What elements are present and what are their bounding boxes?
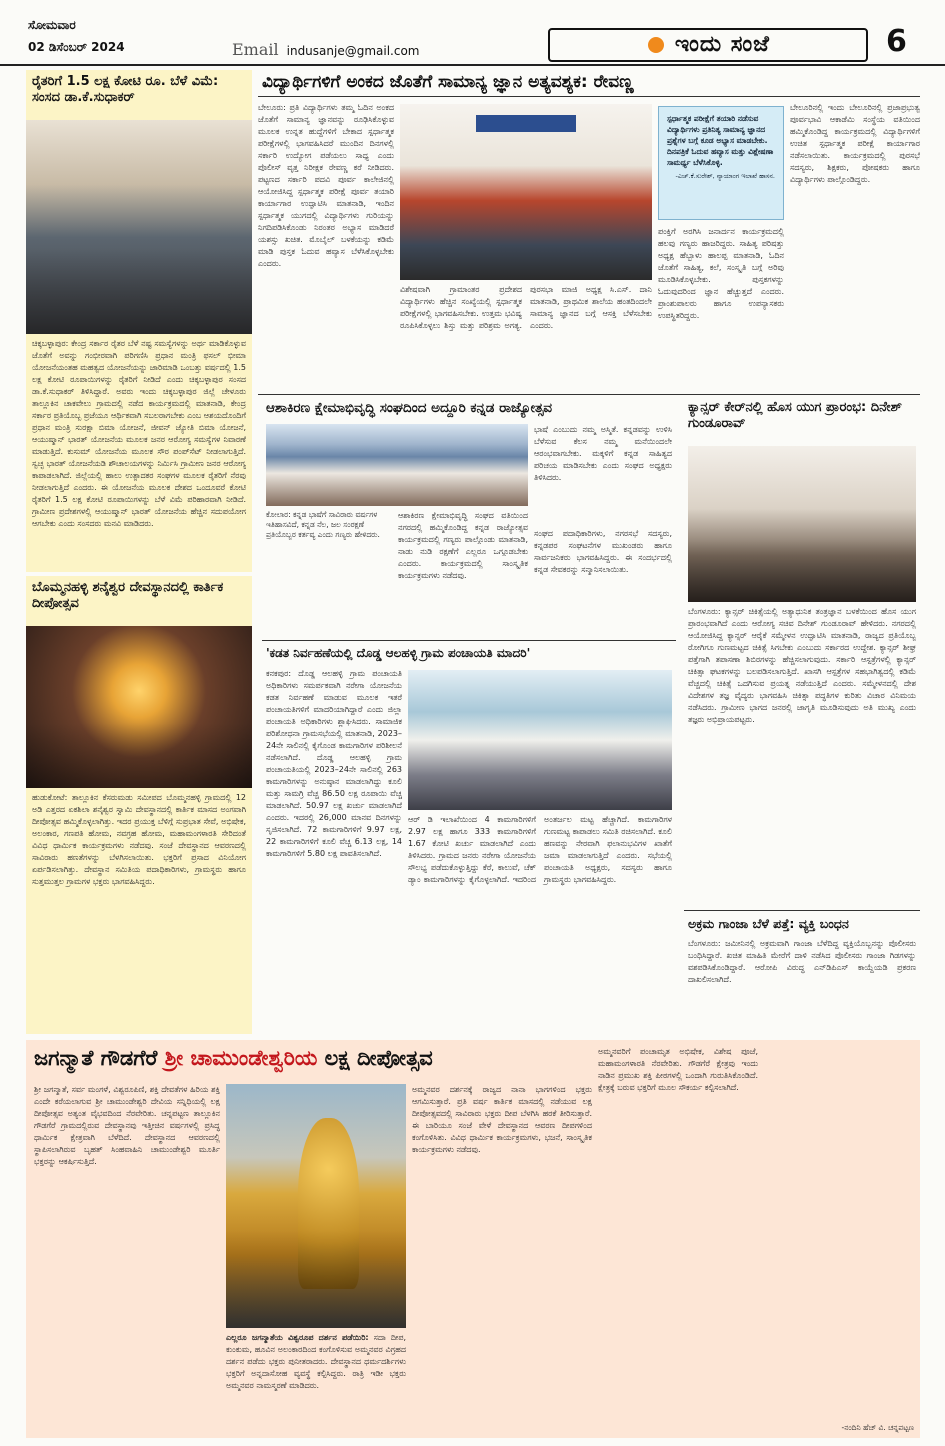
photo-panchayat bbox=[408, 670, 672, 810]
headline-suffix: ಲಕ್ಷ ದೀಪೋತ್ಸವ bbox=[324, 1046, 433, 1070]
headline-ashakirana: ಆಶಾಕಿರಣ ಕ್ಷೇಮಾಭಿವೃದ್ಧಿ ಸಂಘದಿಂದ ಅದ್ದೂರಿ ಕನ್ನಡ ರಾಜ್ಯೋತ್ಸವ bbox=[266, 400, 553, 416]
headline-prefix: ಜಗನ್ಮಾತೆ ಗೌಡಗೆರೆ bbox=[34, 1046, 158, 1070]
email-label: Email bbox=[232, 40, 279, 59]
subhead: ಎಲ್ಲರೂ ಜಗನ್ಮಾತೆಯ ವಿಶ್ವರೂಪ ದರ್ಶನ ಪಡೆಯಿರಿ: bbox=[226, 1333, 369, 1342]
masthead bbox=[0, 0, 945, 66]
body-cancer: ಬೆಂಗಳೂರು: ಕ್ಯಾನ್ಸರ್ ಚಿಕಿತ್ಸೆಯಲ್ಲಿ ಅತ್ಯಾಧುನಿಕ ತಂತ್ರಜ್ಞಾನ ಬಳಕೆಯಿಂದ ಹೊಸ ಯುಗ ಪ್ರಾರಂಭವಾಗಿದೆ ಎಂದು ಆರೋಗ್ಯ ಸಚಿವ ದಿನೇಶ್ ಗುಂಡೂರಾವ್ ಹೇಳಿದರು. ನಗರದಲ್ಲಿ ಆಯೋಜಿಸಿದ್ದ ಕ್ಯಾನ್ಸರ್ ಆರೈಕೆ ಸಮ್ಮೇಳನ ಉದ್ಘಾಟಿಸಿ ಮಾತನಾಡಿ, ರಾಜ್ಯದ ಪ್ರತಿಯೊಬ್ಬ ರೋಗಿಗೂ ಗುಣಮಟ್ಟದ ಚಿಕಿತ್ಸೆ ಸಿಗಬೇಕು ಎಂಬುದು ಸರ್ಕಾರದ ಉದ್ದೇಶ. ಕ್ಯಾನ್ಸರ್ ಶೀಘ್ರ ಪತ್ತೆಗಾಗಿ ತಪಾಸಣಾ ಶಿಬಿರಗಳನ್ನು ಹೆಚ್ಚಿಸಲಾಗುವುದು. ಸರ್ಕಾರಿ ಆಸ್ಪತ್ರೆಗಳಲ್ಲಿ ಕ್ಯಾನ್ಸರ್ ಚಿಕಿತ್ಸಾ ಘಟಕಗಳನ್ನು ಬಲಪಡಿಸಲಾಗುತ್ತಿದೆ. ಖಾಸಗಿ ಆಸ್ಪತ್ರೆಗಳ ಸಹಭಾಗಿತ್ವದಲ್ಲಿ ಕಡಿಮೆ ವೆಚ್ಚದಲ್ಲಿ ಚಿಕಿತ್ಸೆ ಒದಗಿಸುವ ಪ್ರಯತ್ನ ನಡೆಯುತ್ತಿದೆ ಎಂದರು. ಸಮ್ಮೇಳನದಲ್ಲಿ ದೇಶ ವಿದೇಶಗಳ ತಜ್ಞ ವೈದ್ಯರು ಭಾಗವಹಿಸಿ ಚಿಕಿತ್ಸಾ ಪದ್ಧತಿಗಳ ಕುರಿತು ವಿಚಾರ ವಿನಿಮಯ ನಡೆಸಿದರು. ಗ್ರಾಮೀಣ ಭಾಗದ ಜನರಲ್ಲಿ ಜಾಗೃತಿ ಮೂಡಿಸುವುದು ಅತಿ ಮುಖ್ಯ ಎಂದು ತಜ್ಞರು ಅಭಿಪ್ರಾಯಪಟ್ಟರು. bbox=[688, 607, 916, 724]
pull-quote bbox=[658, 106, 784, 220]
quote-signature: -ಎಚ್.ಕೆ.ಸುರೇಶ್, ನ್ಯಾಯಾಂಗ ಇಲಾಖೆ ಹಾಸನ. bbox=[675, 172, 775, 180]
photo-shade bbox=[26, 248, 252, 334]
article-temple bbox=[26, 576, 252, 1034]
page-number: 6 bbox=[886, 24, 907, 59]
body-students-left: ಬೇಲೂರು: ಪ್ರತಿ ವಿದ್ಯಾರ್ಥಿಗಳು ತಮ್ಮ ಓದಿನ ಅಂಕದ ಜೊತೆಗೆ ಸಾಮಾನ್ಯ ಜ್ಞಾನವನ್ನು ರೂಢಿಸಿಕೊಳ್ಳುವ ಮೂಲಕ ಉನ್ನತ ಹುದ್ದೆಗಳಿಗೆ ಬೇಕಾದ ಸ್ಪರ್ಧಾತ್ಮಕ ಪರೀಕ್ಷೆಗಳಲ್ಲಿ ಭಾಗವಹಿಸಿದರೆ ಮುಂದಿನ ದಿನಗಳಲ್ಲಿ ಸರ್ಕಾರಿ ಉದ್ಯೋಗ ಪಡೆಯಲು ಸಾಧ್ಯ ಎಂದು ಪೊಲೀಸ್ ವೃತ್ತ ನಿರೀಕ್ಷಕ ರೇವಣ್ಣ ಕರೆ ನೀಡಿದರು. ಪಟ್ಟಣದ ಸರ್ಕಾರಿ ಪದವಿ ಪೂರ್ವ ಕಾಲೇಜಿನಲ್ಲಿ ಆಯೋಜಿಸಿದ್ದ ಸ್ಪರ್ಧಾತ್ಮಕ ಪರೀಕ್ಷೆ ಪೂರ್ವ ತಯಾರಿ ಕಾರ್ಯಾಗಾರ ಉದ್ಘಾಟಿಸಿ ಮಾತನಾಡಿ, ಇಂದಿನ ಸ್ಪರ್ಧಾತ್ಮಕ ಯುಗದಲ್ಲಿ ವಿದ್ಯಾರ್ಥಿಗಳು ಗುರಿಯನ್ನು ನಿಗದಿಪಡಿಸಿಕೊಂಡು ನಿರಂತರ ಅಭ್ಯಾಸ ಮಾಡಿದರೆ ಯಶಸ್ಸು ಖಚಿತ. ಮೊಬೈಲ್ ಬಳಕೆಯನ್ನು ಕಡಿಮೆ ಮಾಡಿ ಪುಸ್ತಕ ಓದುವ ಹವ್ಯಾಸ ಬೆಳೆಸಿಕೊಳ್ಳಬೇಕು ಎಂದರು. bbox=[258, 103, 394, 268]
caption-ashakirana: ಕೋಲಾರ: ಕನ್ನಡ ಭಾಷೆಗೆ ಸಾವಿರಾರು ವರ್ಷಗಳ ಇತಿಹಾಸವಿದೆ, ಕನ್ನಡ ನೆಲ, ಜಲ ಸಂರಕ್ಷಣೆ ಪ್ರತಿಯೊಬ್ಬರ ಕರ್ತವ್ಯ ಎಂದು ಗಣ್ಯರು ಹೇಳಿದರು. bbox=[266, 510, 380, 539]
article-panchayat bbox=[262, 644, 676, 1034]
body-chamundeshwari-e bbox=[764, 1046, 914, 1434]
body-chamundeshwari-d: ಅಮ್ಮನವರಿಗೆ ಪಂಚಾಮೃತ ಅಭಿಷೇಕ, ವಿಶೇಷ ಪೂಜೆ, ಮಹಾಮಂಗಳಾರತಿ ನೆರವೇರಿತು. ಗೌಡಗೆರೆ ಕ್ಷೇತ್ರವು ಇಂದು ನಾಡಿನ ಪ್ರಮುಖ ಶಕ್ತಿ ಪೀಠಗಳಲ್ಲಿ ಒಂದಾಗಿ ಗುರುತಿಸಿಕೊಂಡಿದೆ. ಕ್ಷೇತ್ರಕ್ಕೆ ಬರುವ ಭಕ್ತರಿಗೆ ಮೂಲ ಸೌಕರ್ಯ ಕಲ್ಪಿಸಲಾಗಿದೆ. bbox=[598, 1047, 758, 1092]
photo-shade bbox=[226, 1230, 406, 1328]
body-ganja: ಬೆಂಗಳೂರು: ಜಮೀನಿನಲ್ಲಿ ಅಕ್ರಮವಾಗಿ ಗಾಂಜಾ ಬೆಳೆದಿದ್ದ ವ್ಯಕ್ತಿಯೊಬ್ಬನನ್ನು ಪೊಲೀಸರು ಬಂಧಿಸಿದ್ದಾರೆ. ಖಚಿತ ಮಾಹಿತಿ ಮೇರೆಗೆ ದಾಳಿ ನಡೆಸಿದ ಪೊಲೀಸರು ಗಾಂಜಾ ಗಿಡಗಳನ್ನು ವಶಪಡಿಸಿಕೊಂಡಿದ್ದಾರೆ. ಆರೋಪಿ ವಿರುದ್ಧ ಎನ್‌ಡಿಪಿಎಸ್ ಕಾಯ್ದೆಯಡಿ ಪ್ರಕರಣ ದಾಖಲಿಸಲಾಗಿದೆ. bbox=[688, 939, 916, 984]
headline-panchayat: 'ಕಡತ ನಿರ್ವಹಣೆಯಲ್ಲಿ ದೊಡ್ಡ ಆಲಹಳ್ಳಿ ಗ್ರಾಮ ಪಂಚಾಯತಿ ಮಾದರಿ' bbox=[266, 646, 531, 660]
newspaper-logo bbox=[548, 28, 868, 62]
quote-text: ಸ್ಪರ್ಧಾತ್ಮಕ ಪರೀಕ್ಷೆಗೆ ತಯಾರಿ ನಡೆಸುವ ವಿದ್ಯಾರ್ಥಿಗಳು ಪ್ರತಿನಿತ್ಯ ಸಾಮಾನ್ಯ ಜ್ಞಾನದ ಪ್ರಶ್ನೆಗಳ ಬಗ್ಗೆ ಕೂಡ ಅಭ್ಯಾಸ ಮಾಡಬೇಕು. ದಿನಪತ್ರಿಕೆ ಓದುವ ಹವ್ಯಾಸ ಮತ್ತು ವಿಶ್ಲೇಷಣಾ ಸಾಮರ್ಥ್ಯ ಬೆಳೆಸಿಕೊಳ್ಳಿ. bbox=[667, 114, 774, 167]
photo-shade bbox=[688, 540, 916, 602]
headline-farmers: ರೈತರಿಗೆ 1.5 ಲಕ್ಷ ಕೋಟಿ ರೂ. ಬೆಳೆ ವಿಮೆ: ಸಂಸದ ಡಾ.ಕೆ.ಸುಧಾಕರ್ bbox=[32, 74, 219, 105]
body-panchayat-a: ಕನಕಪುರ: ದೊಡ್ಡ ಆಲಹಳ್ಳಿ ಗ್ರಾಮ ಪಂಚಾಯತಿ ಅಧಿಕಾರಿಗಳು ಸಮರ್ಪಕವಾಗಿ ನರೇಗಾ ಯೋಜನೆಯ ಕಡತ ನಿರ್ವಹಣೆ ಮಾಡುವ ಮೂಲಕ ಇತರೆ ಪಂಚಾಯತಿಗಳಿಗೆ ಮಾದರಿಯಾಗಿದ್ದಾರೆ ಎಂದು ಜಿಲ್ಲಾ ಪಂಚಾಯತಿ ಅಧಿಕಾರಿಗಳು ಶ್ಲಾಘಿಸಿದರು. ಸಾಮಾಜಿಕ ಪರಿಶೋಧನಾ ಗ್ರಾಮಸಭೆಯಲ್ಲಿ ಮಾತನಾಡಿ, 2023–24ನೇ ಸಾಲಿನಲ್ಲಿ ಕೈಗೊಂಡ ಕಾಮಗಾರಿಗಳ ಪರಿಶೀಲನೆ ನಡೆಸಲಾಗಿದೆ. ದೊಡ್ಡ ಆಲಹಳ್ಳಿ ಗ್ರಾಮ ಪಂಚಾಯತಿಯಲ್ಲಿ 2023–24ನೇ ಸಾಲಿನಲ್ಲಿ 263 ಕಾಮಗಾರಿಗಳನ್ನು ಅನುಷ್ಠಾನ ಮಾಡಲಾಗಿದ್ದು ಕೂಲಿ ಮತ್ತು ಸಾಮಗ್ರಿ ವೆಚ್ಚ 86.50 ಲಕ್ಷ ರೂಪಾಯಿ ವೆಚ್ಚ ಮಾಡಲಾಗಿದೆ. 50.97 ಲಕ್ಷ ಖರ್ಚು ಮಾಡಲಾಗಿದೆ ಎಂದರು. ಇದರಲ್ಲಿ 26,000 ಮಾನವ ದಿನಗಳನ್ನು ಸೃಜಿಸಲಾಗಿದೆ. 72 ಕಾಮಗಾರಿಗಳಿಗೆ 9.97 ಲಕ್ಷ, 22 ಕಾಮಗಾರಿಗಳಿಗೆ ಕೂಲಿ ವೆಚ್ಚ 6.13 ಲಕ್ಷ, 14 ಕಾಮಗಾರಿಗಳಿಗೆ 5.80 ಲಕ್ಷ ಪಾವತಿಸಲಾಗಿದೆ. bbox=[266, 669, 402, 858]
email-address[interactable]: indusanje@gmail.com bbox=[286, 44, 420, 58]
photo-shade bbox=[26, 723, 252, 788]
body-ashakirana-b: ಭಾಷೆ ಎಂಬುದು ನಮ್ಮ ಅಸ್ಮಿತೆ. ಕನ್ನಡವನ್ನು ಉಳಿಸಿ ಬೆಳೆಸುವ ಕೆಲಸ ನಮ್ಮ ಮನೆಯಿಂದಲೇ ಆರಂಭವಾಗಬೇಕು. ಮಕ್ಕಳಿಗೆ ಕನ್ನಡ ಸಾಹಿತ್ಯದ ಪರಿಚಯ ಮಾಡಿಸಬೇಕು ಎಂದು ಸಂಘದ ಅಧ್ಯಕ್ಷರು ತಿಳಿಸಿದರು. bbox=[534, 425, 672, 482]
logo-text: ಇಂದು ಸಂಜೆ bbox=[674, 32, 770, 57]
sun-icon bbox=[648, 37, 664, 53]
article-ganja bbox=[684, 914, 920, 1034]
headline-students: ವಿದ್ಯಾರ್ಥಿಗಳಿಗೆ ಅಂಕದ ಜೊತೆಗೆ ಸಾಮಾನ್ಯ ಜ್ಞಾನ ಅತ್ಯವಶ್ಯಕ: ರೇವಣ್ಣ bbox=[262, 72, 634, 92]
body-ashakirana-a: ಆಶಾಕಿರಣ ಕ್ಷೇಮಾಭಿವೃದ್ಧಿ ಸಂಘದ ವತಿಯಿಂದ ನಗರದಲ್ಲಿ ಹಮ್ಮಿಕೊಂಡಿದ್ದ ಕನ್ನಡ ರಾಜ್ಯೋತ್ಸವ ಕಾರ್ಯಕ್ರಮದಲ್ಲಿ ಗಣ್ಯರು ಪಾಲ್ಗೊಂಡು ಮಾತನಾಡಿ, ನಾಡು ನುಡಿ ರಕ್ಷಣೆಗೆ ಎಲ್ಲರೂ ಒಗ್ಗೂಡಬೇಕು ಎಂದರು. ಕಾರ್ಯಕ್ರಮದಲ್ಲಿ ಸಾಂಸ್ಕೃತಿಕ ಕಾರ್ಯಕ್ರಮಗಳು ನಡೆದವು. bbox=[398, 511, 528, 580]
article-farmers bbox=[26, 70, 252, 572]
photo-ashakirana bbox=[266, 424, 528, 506]
body-students-right: ಪಂಕ್ತಿಗೆ ಅರಗಿಸಿ ಜನಾರ್ದನ ಕಾರ್ಯಕ್ರಮದಲ್ಲಿ ಹಲವು ಗಣ್ಯರು ಹಾಜರಿದ್ದರು. ಸಾಹಿತ್ಯ ಪರಿಷತ್ತು ಅಧ್ಯಕ್ಷ ಹೆಬ್ಬಾಳು ಹಾಲಪ್ಪ ಮಾತನಾಡಿ, ಓದಿನ ಜೊತೆಗೆ ಸಾಹಿತ್ಯ, ಕಲೆ, ಸಂಸ್ಕೃತಿ ಬಗ್ಗೆ ಅರಿವು ಮೂಡಿಸಿಕೊಳ್ಳಬೇಕು. ಪುಸ್ತಕಗಳನ್ನು ಓದುವುದರಿಂದ ಜ್ಞಾನ ಹೆಚ್ಚುತ್ತದೆ ಎಂದರು. ಪ್ರಾಂಶುಪಾಲರು ಹಾಗೂ ಉಪನ್ಯಾಸಕರು ಉಪಸ್ಥಿತರಿದ್ದರು. bbox=[658, 227, 784, 320]
body-panchayat-b: ಆರ್ ಡಿ ಇಲಾಖೆಯಿಂದ 4 ಕಾಮಗಾರಿಗಳಿಗೆ 2.97 ಲಕ್ಷ ಹಾಗೂ 333 ಕಾಮಗಾರಿಗಳಿಗೆ 1.67 ಕೋಟಿ ಖರ್ಚು ಮಾಡಲಾಗಿದೆ ಎಂದು ತಿಳಿಸಿದರು. ಗ್ರಾಮದ ಜನರು ನರೇಗಾ ಯೋಜನೆಯ ಸೌಲಭ್ಯ ಪಡೆದುಕೊಳ್ಳುತ್ತಿದ್ದು ಕೆರೆ, ಕಾಲುವೆ, ಚೆಕ್ ಡ್ಯಾಂ ಕಾಮಗಾರಿಗಳನ್ನು ಕೈಗೊಳ್ಳಲಾಗಿದೆ. ಇದರಿಂದ ಅಂತರ್ಜಲ ಮಟ್ಟ ಹೆಚ್ಚಾಗಿದೆ. ಕಾಮಗಾರಿಗಳ ಗುಣಮಟ್ಟ ಕಾಪಾಡಲು ಸಮಿತಿ ರಚಿಸಲಾಗಿದೆ. ಕೂಲಿ ಹಣವನ್ನು ನೇರವಾಗಿ ಫಲಾನುಭವಿಗಳ ಖಾತೆಗೆ ಜಮಾ ಮಾಡಲಾಗುತ್ತಿದೆ ಎಂದರು. ಸಭೆಯಲ್ಲಿ ಪಂಚಾಯತಿ ಅಧ್ಯಕ್ಷರು, ಸದಸ್ಯರು ಹಾಗೂ ಗ್ರಾಮಸ್ಥರು ಭಾಗವಹಿಸಿದ್ದರು. bbox=[408, 815, 672, 884]
body-ashakirana-c: ಸಂಘದ ಪದಾಧಿಕಾರಿಗಳು, ನಗರಸಭೆ ಸದಸ್ಯರು, ಕನ್ನಡಪರ ಸಂಘಟನೆಗಳ ಮುಖಂಡರು ಹಾಗೂ ಸಾರ್ವಜನಿಕರು ಭಾಗವಹಿಸಿದ್ದರು. ಈ ಸಂದರ್ಭದಲ್ಲಿ ಕನ್ನಡ ಸೇವಕರನ್ನು ಸನ್ಮಾನಿಸಲಾಯಿತು. bbox=[534, 529, 672, 574]
body-students-mid: ವಿಶೇಷವಾಗಿ ಗ್ರಾಮಾಂತರ ಪ್ರದೇಶದ ವಿದ್ಯಾರ್ಥಿಗಳು ಹೆಚ್ಚಿನ ಸಂಖ್ಯೆಯಲ್ಲಿ ಸ್ಪರ್ಧಾತ್ಮಕ ಪರೀಕ್ಷೆಗಳಲ್ಲಿ ಭಾಗವಹಿಸಬೇಕು. ಉತ್ತಮ ಭವಿಷ್ಯ ರೂಪಿಸಿಕೊಳ್ಳಲು ಶಿಸ್ತು ಮತ್ತು ಪರಿಶ್ರಮ ಅಗತ್ಯ. ಪುರಸಭಾ ಮಾಜಿ ಅಧ್ಯಕ್ಷ ಸಿ.ಎಸ್. ದಾನಿ ಮಾತನಾಡಿ, ಪ್ರಾಥಮಿಕ ಶಾಲೆಯ ಹಂತದಿಂದಲೇ ಸಾಮಾನ್ಯ ಜ್ಞಾನದ ಬಗ್ಗೆ ಆಸಕ್ತಿ ಬೆಳೆಸಬೇಕು ಎಂದರು. bbox=[400, 285, 652, 330]
body-students-far: ಬೇಲೂರಿನಲ್ಲಿ ಇಂದು ಬೇಲೂರಿನಲ್ಲಿ ಪ್ರಜಾಪ್ರಭುತ್ವ ಪೂರ್ವಭಾವಿ ಆಕಾಡೆಮಿ ಸಂಸ್ಥೆಯ ವತಿಯಿಂದ ಹಮ್ಮಿಕೊಂಡಿದ್ದ ಕಾರ್ಯಕ್ರಮದಲ್ಲಿ ವಿದ್ಯಾರ್ಥಿಗಳಿಗೆ ಉಚಿತ ಸ್ಪರ್ಧಾತ್ಮಕ ಪರೀಕ್ಷೆ ಕಾರ್ಯಾಗಾರ ನಡೆಸಲಾಯಿತು. ಕಾರ್ಯಕ್ರಮದಲ್ಲಿ ಪುರಸಭೆ ಸದಸ್ಯರು, ಶಿಕ್ಷಕರು, ಪೋಷಕರು ಹಾಗೂ ವಿದ್ಯಾರ್ಥಿಗಳು ಪಾಲ್ಗೊಂಡಿದ್ದರು. bbox=[790, 103, 920, 184]
headline-ganja: ಅಕ್ರಮ ಗಾಂಜಾ ಬೆಳೆ ಪತ್ತೆ: ವ್ಯಕ್ತಿ ಬಂಧನ bbox=[688, 916, 849, 931]
photo-students bbox=[400, 104, 652, 280]
headline-temple: ಬೊಮ್ಮನಹಳ್ಳಿ ಶನೈಶ್ವರ ದೇವಸ್ಥಾನದಲ್ಲಿ ಕಾರ್ತಿಕ ದೀಪೋತ್ಸವ bbox=[32, 580, 224, 611]
section-rule bbox=[262, 640, 676, 641]
photo-goddess bbox=[226, 1084, 406, 1328]
photo-farmers bbox=[26, 120, 252, 334]
body-chamundeshwari-c bbox=[226, 1332, 406, 1434]
headline-cancer: ಕ್ಯಾನ್ಸರ್ ಕೇರ್‌ನಲ್ಲಿ ಹೊಸ ಯುಗ ಪ್ರಾರಂಭ: ದಿನೇಶ್ ಗುಂಡೂರಾವ್ bbox=[688, 400, 902, 431]
body-chamundeshwari-b: ಅಮ್ಮನವರ ದರ್ಶನಕ್ಕೆ ರಾಜ್ಯದ ನಾನಾ ಭಾಗಗಳಿಂದ ಭಕ್ತರು ಆಗಮಿಸುತ್ತಾರೆ. ಪ್ರತಿ ವರ್ಷ ಕಾರ್ತಿಕ ಮಾಸದಲ್ಲಿ ನಡೆಯುವ ಲಕ್ಷ ದೀಪೋತ್ಸವದಲ್ಲಿ ಸಾವಿರಾರು ಭಕ್ತರು ದೀಪ ಬೆಳಗಿಸಿ ಹರಕೆ ತೀರಿಸುತ್ತಾರೆ. ಈ ಬಾರಿಯೂ ಸಂಜೆ ವೇಳೆ ದೇವಸ್ಥಾನದ ಆವರಣ ದೀಪಗಳಿಂದ ಕಂಗೊಳಿಸಿತು. ವಿವಿಧ ಧಾರ್ಮಿಕ ಕಾರ್ಯಕ್ರಮಗಳು, ಭಜನೆ, ಸಾಂಸ್ಕೃತಿಕ ಕಾರ್ಯಕ್ರಮಗಳು ನಡೆದವು. bbox=[412, 1085, 592, 1154]
masthead-day: ಸೋಮವಾರ bbox=[28, 18, 76, 32]
photo-cancer bbox=[688, 446, 916, 602]
photo-banner bbox=[476, 115, 577, 133]
article-ashakirana bbox=[262, 398, 676, 638]
masthead-date: 02 ಡಿಸೆಂಬರ್ 2024 bbox=[28, 40, 125, 54]
section-rule bbox=[258, 394, 920, 395]
body-chamundeshwari-a: ಶ್ರೀ ಜಗನ್ಮಾತೆ, ಸರ್ವ ಮಂಗಳೆ, ವಿಶ್ವರೂಪಿಣಿ, ಶಕ್ತಿ ದೇವತೆಗಳ ಹಿರಿಯ ಶಕ್ತಿ ಎಂದೇ ಕರೆಯಲಾಗುವ ಶ್ರೀ ಚಾಮುಂಡೇಶ್ವರಿ ದೇವಿಯ ಸನ್ನಿಧಿಯಲ್ಲಿ ಲಕ್ಷ ದೀಪೋತ್ಸವ ಅತ್ಯಂತ ವೈಭವದಿಂದ ನೆರವೇರಿತು. ಚನ್ನಪಟ್ಟಣ ತಾಲ್ಲೂಕಿನ ಗೌಡಗೆರೆ ಗ್ರಾಮದಲ್ಲಿರುವ ದೇವಸ್ಥಾನವು ಇತ್ತೀಚಿನ ವರ್ಷಗಳಲ್ಲಿ ಪ್ರಸಿದ್ಧ ಧಾರ್ಮಿಕ ಕ್ಷೇತ್ರವಾಗಿ ಬೆಳೆದಿದೆ. ದೇವಸ್ಥಾನದ ಆವರಣದಲ್ಲಿ ಸ್ಥಾಪಿಸಲಾಗಿರುವ ಬೃಹತ್ ಸಿಂಹವಾಹಿನಿ ಚಾಮುಂಡೇಶ್ವರಿ ಮೂರ್ತಿ ಭಕ್ತರನ್ನು ಆಕರ್ಷಿಸುತ್ತಿದೆ. bbox=[34, 1085, 220, 1166]
article-students bbox=[258, 70, 920, 392]
photo-temple bbox=[26, 626, 252, 788]
headline-rule bbox=[258, 96, 920, 97]
masthead-email bbox=[232, 40, 420, 59]
subhead-text: ಸದಾ ದೀಪ, ಕುಂಕುಮ, ಹೂವಿನ ಅಲಂಕಾರದಿಂದ ಕಂಗೊಳಿಸುವ ಅಮ್ಮನವರ ವಿಗ್ರಹದ ದರ್ಶನ ಪಡೆದು ಭಕ್ತರು ಪುನೀತರಾದರು. ದೇವಸ್ಥಾನದ ಧರ್ಮದರ್ಶಿಗಳು ಭಕ್ತರಿಗೆ ಅನ್ನದಾಸೋಹ ವ್ಯವಸ್ಥೆ ಕಲ್ಪಿಸಿದ್ದರು. ರಾತ್ರಿ ಇಡೀ ಭಕ್ತರು ಅಮ್ಮನವರ ನಾಮಸ್ಮರಣೆ ಮಾಡಿದರು. bbox=[226, 1333, 406, 1390]
article-chamundeshwari bbox=[26, 1040, 920, 1438]
body-farmers: ಚಿಕ್ಕಬಳ್ಳಾಪುರ: ಕೇಂದ್ರ ಸರ್ಕಾರ ರೈತರ ಬೆಳೆ ನಷ್ಟ ಸಮಸ್ಯೆಗಳನ್ನು ಅರ್ಥ ಮಾಡಿಕೊಳ್ಳುವ ಜೊತೆಗೆ ಅವನ್ನು ಗಂಭೀರವಾಗಿ ಪರಿಗಣಿಸಿ ಪ್ರಧಾನ ಮಂತ್ರಿ ಫಸಲ್ ಭೀಮಾ ಯೋಜನೆಯಂತಹ ಮಹತ್ವದ ಯೋಜನೆಯನ್ನು ಜಾರಿಮಾಡಿ ಒಂಬತ್ತು ವರ್ಷದಲ್ಲಿ 1.5 ಲಕ್ಷ ಕೋಟಿ ರೂಪಾಯಿಗಳನ್ನು ರೈತರಿಗೆ ನೀಡಿದೆ ಎಂದು ಚಿಕ್ಕಬಳ್ಳಾಪುರ ಸಂಸದ ಡಾ.ಕೆ.ಸುಧಾಕರ್ ತಿಳಿಸಿದ್ದಾರೆ. ಅವರು ಇಂದು ಚಿಕ್ಕಬಳ್ಳಾಪುರ ಜಿಲ್ಲೆ ಚೇಳೂರು ತಾಲ್ಲೂಕಿನ ಚಾಕವೇಲು ಗ್ರಾಮದಲ್ಲಿ ನಡೆದ ಕಾರ್ಯಕ್ರಮದಲ್ಲಿ ಮಾತನಾಡಿ, ಕೇಂದ್ರ ಸರ್ಕಾರ ಪ್ರತಿಯೊಬ್ಬ ಪ್ರಜೆಯೂ ಆರ್ಥಿಕವಾಗಿ ಸಬಲರಾಗಬೇಕು ಎಂಬ ಆಶಯದೊಂದಿಗೆ ಪ್ರಧಾನ ಮಂತ್ರಿ ಸುರಕ್ಷಾ ಬಿಮಾ ಯೋಜನೆ, ಜೀವನ್ ಜ್ಯೋತಿ ಬಿಮಾ ಯೋಜನೆ, ಆಯುಷ್ಮಾನ್ ಭಾರತ್ ಯೋಜನೆಯ ಮೂಲಕ ಜನರ ಆರೋಗ್ಯ ಸಮಸ್ಯೆಗಳ ನಿವಾರಣೆ ಮಾಡುತ್ತಿದೆ. ಕುಸುಮ್ ಯೋಜನೆಯ ಮೂಲಕ ಸೌರ ಪಂಪ್‌ಸೆಟ್ ನೀಡಲಾಗುತ್ತಿದೆ. ಸ್ವಚ್ಛ ಭಾರತ್ ಯೋಜನೆಯಡಿ ಶೌಚಾಲಯಗಳನ್ನು ನಿರ್ಮಿಸಿ ಗ್ರಾಮೀಣ ಜನರ ಆರೋಗ್ಯ ಕಾಪಾಡಲಾಗಿದೆ. ಜಿಲ್ಲೆಯಲ್ಲಿ ಹಾಲು ಉತ್ಪಾದಕರ ಸಂಘಗಳ ಮೂಲಕ ರೈತರಿಗೆ ನೆರವು ನೀಡಲಾಗುತ್ತಿದೆ ಎಂದರು. ಈ ಯೋಜನೆಯ ಮೂಲಕ ದೇಶದ ಒಂದೂವರೆ ಕೋಟಿ ರೈತರಿಗೆ 1.5 ಲಕ್ಷ ಕೋಟಿ ರೂಪಾಯಿಗಳನ್ನು ಬೆಳೆ ವಿಮೆ ಪರಿಹಾರವಾಗಿ ನೀಡಿದೆ. ಗ್ರಾಮೀಣ ಪ್ರದೇಶಗಳಲ್ಲಿ ಆಯುಷ್ಮಾನ್ ಭಾರತ್ ಯೋಜನೆಯ ಹೆಚ್ಚಿನ ಸದುಪಯೋಗ ಆಗಬೇಕು ಎಂದು ಸಂಸದರು ಮನವಿ ಮಾಡಿದರು. bbox=[32, 339, 246, 528]
article-cancer bbox=[684, 398, 920, 908]
body-temple: ಹುಡುಕೋಟೆ: ತಾಲ್ಲೂಕಿನ ಕೆಸರುಮಡು ಸಮೀಪದ ಬೊಮ್ಮನಹಳ್ಳಿ ಗ್ರಾಮದಲ್ಲಿ 12 ಅಡಿ ಎತ್ತರದ ಏಕಶಿಲಾ ಶನೈಶ್ವರ ಸ್ವಾಮಿ ದೇವಸ್ಥಾನದಲ್ಲಿ ಕಾರ್ತಿಕ ಮಾಸದ ಅಂಗವಾಗಿ ದೀಪೋತ್ಸವ ಹಮ್ಮಿಕೊಳ್ಳಲಾಗಿತ್ತು. ಇದರ ಪ್ರಯುಕ್ತ ಬೆಳಿಗ್ಗೆ ಸುಪ್ರಭಾತ ಸೇವೆ, ಅಭಿಷೇಕ, ಅಲಂಕಾರ, ಗಣಪತಿ ಹೋಮ, ನವಗ್ರಹ ಹೋಮ, ಮಹಾಮಂಗಳಾರತಿ ಸೇರಿದಂತೆ ವಿವಿಧ ಧಾರ್ಮಿಕ ಕಾರ್ಯಕ್ರಮಗಳು ನಡೆದವು. ಸಂಜೆ ದೇವಸ್ಥಾನದ ಆವರಣದಲ್ಲಿ ಸಾವಿರಾರು ಹಣತೆಗಳನ್ನು ಬೆಳಗಿಸಲಾಯಿತು. ಭಕ್ತರಿಗೆ ಪ್ರಸಾದ ವಿನಿಯೋಗ ಏರ್ಪಡಿಸಲಾಗಿತ್ತು. ದೇವಸ್ಥಾನ ಸಮಿತಿಯ ಪದಾಧಿಕಾರಿಗಳು, ಗ್ರಾಮಸ್ಥರು ಹಾಗೂ ಸುತ್ತಮುತ್ತಲ ಗ್ರಾಮಗಳ ಭಕ್ತರು ಭಾಗವಹಿಸಿದ್ದರು. bbox=[32, 793, 246, 886]
byline: -ನಂದಿನಿ ಹೆಚ್ ವಿ. ಚನ್ನಪಟ್ಟಣ bbox=[841, 1423, 914, 1432]
section-rule bbox=[684, 910, 920, 911]
headline-goddess: ಶ್ರೀ ಚಾಮುಂಡೇಶ್ವರಿಯ bbox=[164, 1046, 318, 1070]
headline-chamundeshwari bbox=[34, 1046, 594, 1071]
